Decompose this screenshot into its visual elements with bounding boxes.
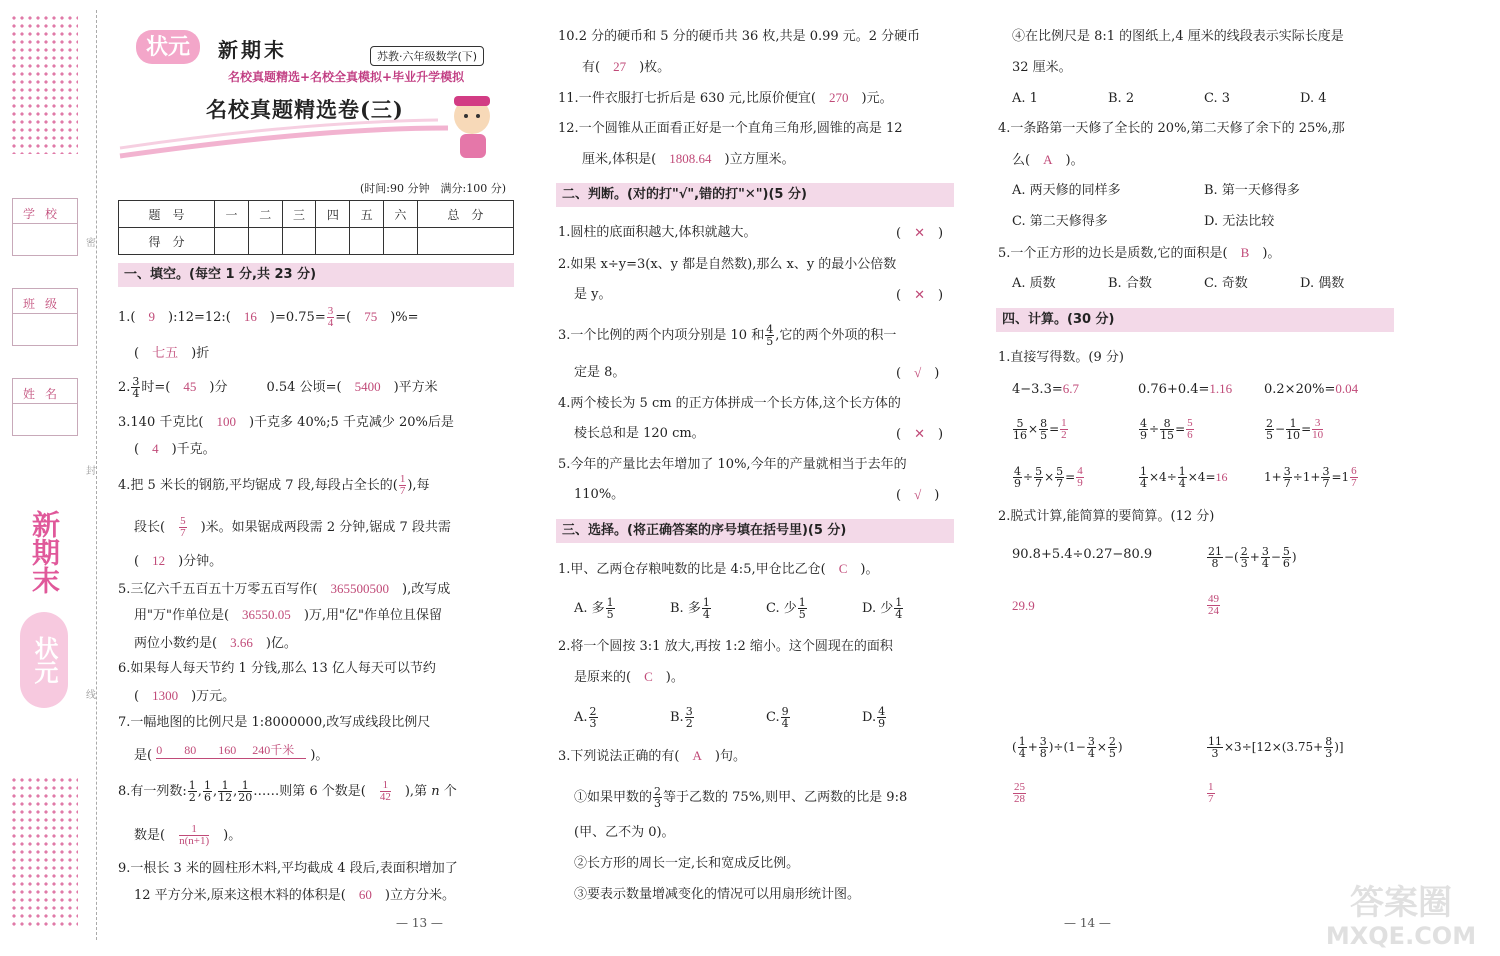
s3-q2-options: A. $\frac{2}{3}$ B. $\frac{3}{2}$ C. $\frac{9}{4}$ D. $\frac{4}{9}$ [574,705,886,730]
vertical-series-title: 新期末 [28,510,61,594]
cut-line [96,10,97,940]
s3-q3-statement-1: ①如果甲数的 $\frac{2}{3}$ 等于乙数的 75%,则甲、乙两数的比是 9:8 [574,785,908,810]
paper-title: 名校真题精选卷(三) [206,97,404,122]
s3-q2: 2.将一个圆按 3:1 放大,再按 1:2 缩小。这个圆现在的面积 [558,639,893,654]
s1-q2: 2. $\frac{3}{4}$ 时=( 45 )分 0.54 公顷=( 5400 )平方米 [118,375,438,400]
s2-q1-answer[interactable]: ( ✕ ) [896,225,944,241]
s2-q4-line2: 棱长总和是 120 cm。 [574,426,705,441]
s2-q3-answer[interactable]: ( √ ) [896,365,940,381]
s1-q7: 7.一幅地图的比例尺是 1:8000000,改写成线段比例尺 [118,715,431,730]
s1-q10-line2: 有( 27 )枚。 [582,59,671,75]
s4-c2-expr1: 90.8+5.4÷0.27−80.9 [1012,547,1153,562]
s1-q6: 6.如果每人每天节约 1 分钱,那么 13 亿人每天可以节约 [118,661,436,676]
s1-q11: 11.一件衣服打七折后是 630 元,比原价便宜( 270 )元。 [558,90,893,106]
s4-c2-expr4: $\frac{11}{3}$ ×3÷[12×(3.75+ $\frac{8}{3}$ )] [1208,735,1344,760]
s1-q3-line2: ( 4 )千克。 [134,441,216,457]
scale-bar: 0 80 160 240千米 [156,741,306,759]
s1-q12: 12.一个圆锥从正面看正好是一个直角三角形,圆锥的高是 12 [558,121,903,136]
s1-q1-line2: ( 七五 )折 [134,345,210,361]
s1-q4: 4.把 5 米长的钢筋,平均锯成 7 段,每段占全长的( $\frac{1}{7}$ ),每 [118,473,430,497]
s4-c2: 2.脱式计算,能简算的要简算。(12 分) [998,509,1215,524]
s3-q5: 5.一个正方形的边长是质数,它的面积是( B )。 [998,245,1281,261]
s4-c2-answer2: $\frac{49}{24}$ [1208,593,1219,617]
s2-q4-answer[interactable]: ( ✕ ) [896,426,944,442]
s3-q3-options: A. 1 B. 2 C. 3 D. 4 [1012,91,1327,106]
s3-q3-statement-4: ④在比例尺是 8:1 的图纸上,4 厘米的线段表示实际长度是 [1012,29,1344,44]
s1-q8-line2: 数是( $\frac{1}{n(n+1)}$ )。 [134,823,242,847]
s2-q3: 3.一个比例的两个内项分别是 10 和 $\frac{4}{5}$ ,它的两个外项的积一 [558,323,897,348]
cut-label-mi: 密 [86,234,96,249]
vertical-brand-logo: 状元 [20,612,68,708]
section-4-title: 四、计算。(30 分) [996,308,1394,332]
s1-q12-line2: 厘米,体积是( 1808.64 )立方厘米。 [582,151,795,167]
s2-q5: 5.今年的产量比去年增加了 10%,今年的产量就相当于去年的 [558,457,907,472]
s3-q5-options: A. 质数 B. 合数 C. 奇数 D. 偶数 [1012,276,1345,291]
s1-q9: 9.一根长 3 米的圆柱形木料,平均截成 4 段后,表面积增加了 [118,861,458,876]
s2-q2-answer[interactable]: ( ✕ ) [896,287,944,303]
s3-q4-options-row2: C. 第二天修得多 D. 无法比较 [1012,214,1275,229]
s1-q10: 10.2 分的硬币和 5 分的硬币共 36 枚,共是 0.99 元。2 分硬币 [558,29,921,44]
s2-q3-line2: 定是 8。 [574,365,626,380]
s4-c1-row3: $\frac{4}{9}$ ÷ $\frac{5}{7}$ × $\frac{5}{7}$ = $\frac{4}{9}$ $\frac{1}{4}$ ×4÷ $\frac{1}{4}$ ×4=16 1+ $\frac{3}{7}$ ÷1+ $\frac{3}{7}$ =1 $\frac{6}{7}$ [1014,465,1357,490]
brand-logo: 状元 [136,30,200,64]
s3-q3-statement-1b: (甲、乙不为 0)。 [574,825,675,840]
s1-q3: 3.140 千克比( 100 )千克多 40%;5 千克减少 20%后是 [118,414,454,430]
s1-q6-line2: ( 1300 )万元。 [134,688,236,704]
s3-q3-statement-2: ②长方形的周长一定,长和宽成反比例。 [574,856,800,871]
cut-label-xian: 线 [86,686,96,701]
s1-q4-line3: ( 12 )分钟。 [134,553,223,569]
s1-q4-line2: 段长( $\frac{5}{7}$ )米。如果锯成两段需 2 分钟,锯成 7 段共需 [134,515,451,539]
name-field[interactable]: 姓名 [12,378,78,436]
s2-q5-line2: 110%。 [574,487,625,502]
s2-q4: 4.两个棱长为 5 cm 的正方体拼成一个长方体,这个长方体的 [558,396,901,411]
s4-c2-expr3: ( $\frac{1}{4}$ + $\frac{3}{8}$ )÷(1− $\frac{3}{4}$ × $\frac{2}{5}$ ) [1012,735,1123,760]
watermark: 答案圈 MXQE.COM [1325,883,1477,950]
mascot-icon [440,90,510,162]
s1-q5-line3: 两位小数约是( 3.66 )亿。 [134,635,297,651]
s4-c2-answer4: $\frac{1}{7}$ [1208,781,1214,805]
pink-dot-pattern-bottom [10,776,78,926]
school-field[interactable]: 学校 [12,198,78,256]
series-title: 新期末 [218,38,287,62]
score-table: 题 号 一 二 三 四 五 六 总 分 得 分 [118,200,514,255]
s4-c2-expr2: $\frac{21}{8}$ −( $\frac{2}{3}$ + $\frac{3}{4}$ − $\frac{5}{6}$ ) [1208,545,1297,570]
section-1-title: 一、填空。(每空 1 分,共 23 分) [118,263,514,287]
s2-q1: 1.圆柱的底面积越大,体积就越大。 [558,225,757,240]
s4-c2-answer1: 29.9 [1012,598,1035,613]
s4-c2-answer3: $\frac{25}{28}$ [1014,781,1025,805]
page-number-13: — 13 — [396,916,443,930]
header-subtitle: 名校真题精选+名校全真模拟+毕业升学模拟 [228,70,465,84]
time-info: (时间:90 分钟 满分:100 分) [360,182,506,195]
s1-q8: 8.有一列数: $\frac{1}{2}$ , $\frac{1}{6}$ , $\frac{1}{12}$ , $\frac{1}{20}$ ……则第 6 个数是( $\frac{1}{42}$ ),第 n 个 [118,779,457,804]
section-3-title: 三、选择。(将正确答案的序号填在括号里)(5 分) [556,519,954,543]
s3-q3-statement-4b: 32 厘米。 [1012,60,1072,75]
cut-label-feng: 封 [86,462,96,477]
s3-q4-options-row1: A. 两天修的同样多 B. 第一天修得多 [1012,183,1300,198]
grade-badge: 苏教·六年级数学(下) [370,46,484,66]
page-number-14: — 14 — [1064,916,1111,930]
section-2-title: 二、判断。(对的打"√",错的打"✕")(5 分) [556,183,954,207]
s3-q2-line2: 是原来的( C )。 [574,669,684,685]
s1-q9-line2: 12 平方分米,原来这根木料的体积是( 60 )立方分米。 [134,887,455,903]
s1-q1: 1.( 9 ):12=12:( 16 )=0.75= $\frac{3}{4}$ =( 75 )%= [118,305,419,329]
pink-dot-pattern-top [10,14,78,154]
s2-q2: 2.如果 x÷y=3(x、y 都是自然数),那么 x、y 的最小公倍数 [558,257,897,272]
s3-q4: 4.一条路第一天修了全长的 20%,第二天修了余下的 25%,那 [998,121,1345,136]
s3-q4-line2: 么( A )。 [1012,152,1084,168]
s4-c1-row1: 4−3.3=6.7 0.76+0.4=1.16 0.2×20%=0.04 [1012,381,1359,397]
class-field[interactable]: 班级 [12,288,78,346]
s4-c1-row2: $\frac{5}{16}$ × $\frac{8}{5}$ = $\frac{1}{2}$ $\frac{4}{9}$ ÷ $\frac{8}{15}$ = $\frac{5}{6}$ $\frac{2}{5}$ − $\frac{1}{10}$ = $\frac{3}{10}$ [1013,417,1324,442]
s2-q2-line2: 是 y。 [574,287,612,302]
s4-c1: 1.直接写得数。(9 分) [998,350,1124,365]
s1-q7-line2: 是( 0 80 160 240千米 )。 [134,743,329,763]
s3-q1: 1.甲、乙两仓存粮吨数的比是 4:5,甲仓比乙仓( C )。 [558,561,879,577]
s3-q3: 3.下列说法正确的有( A )句。 [558,748,746,764]
s3-q1-options: A. 多 $\frac{1}{5}$ B. 多 $\frac{1}{4}$ C. 少 $\frac{1}{5}$ D. 少 $\frac{1}{4}$ [574,596,903,621]
s2-q5-answer[interactable]: ( √ ) [896,487,940,503]
s3-q3-statement-3: ③要表示数量增减变化的情况可以用扇形统计图。 [574,887,861,902]
s1-q5: 5.三亿六千五百五十万零五百写作( 365500500 ),改写成 [118,581,451,597]
s1-q5-line2: 用"万"作单位是( 36550.05 )万,用"亿"作单位且保留 [134,607,442,623]
